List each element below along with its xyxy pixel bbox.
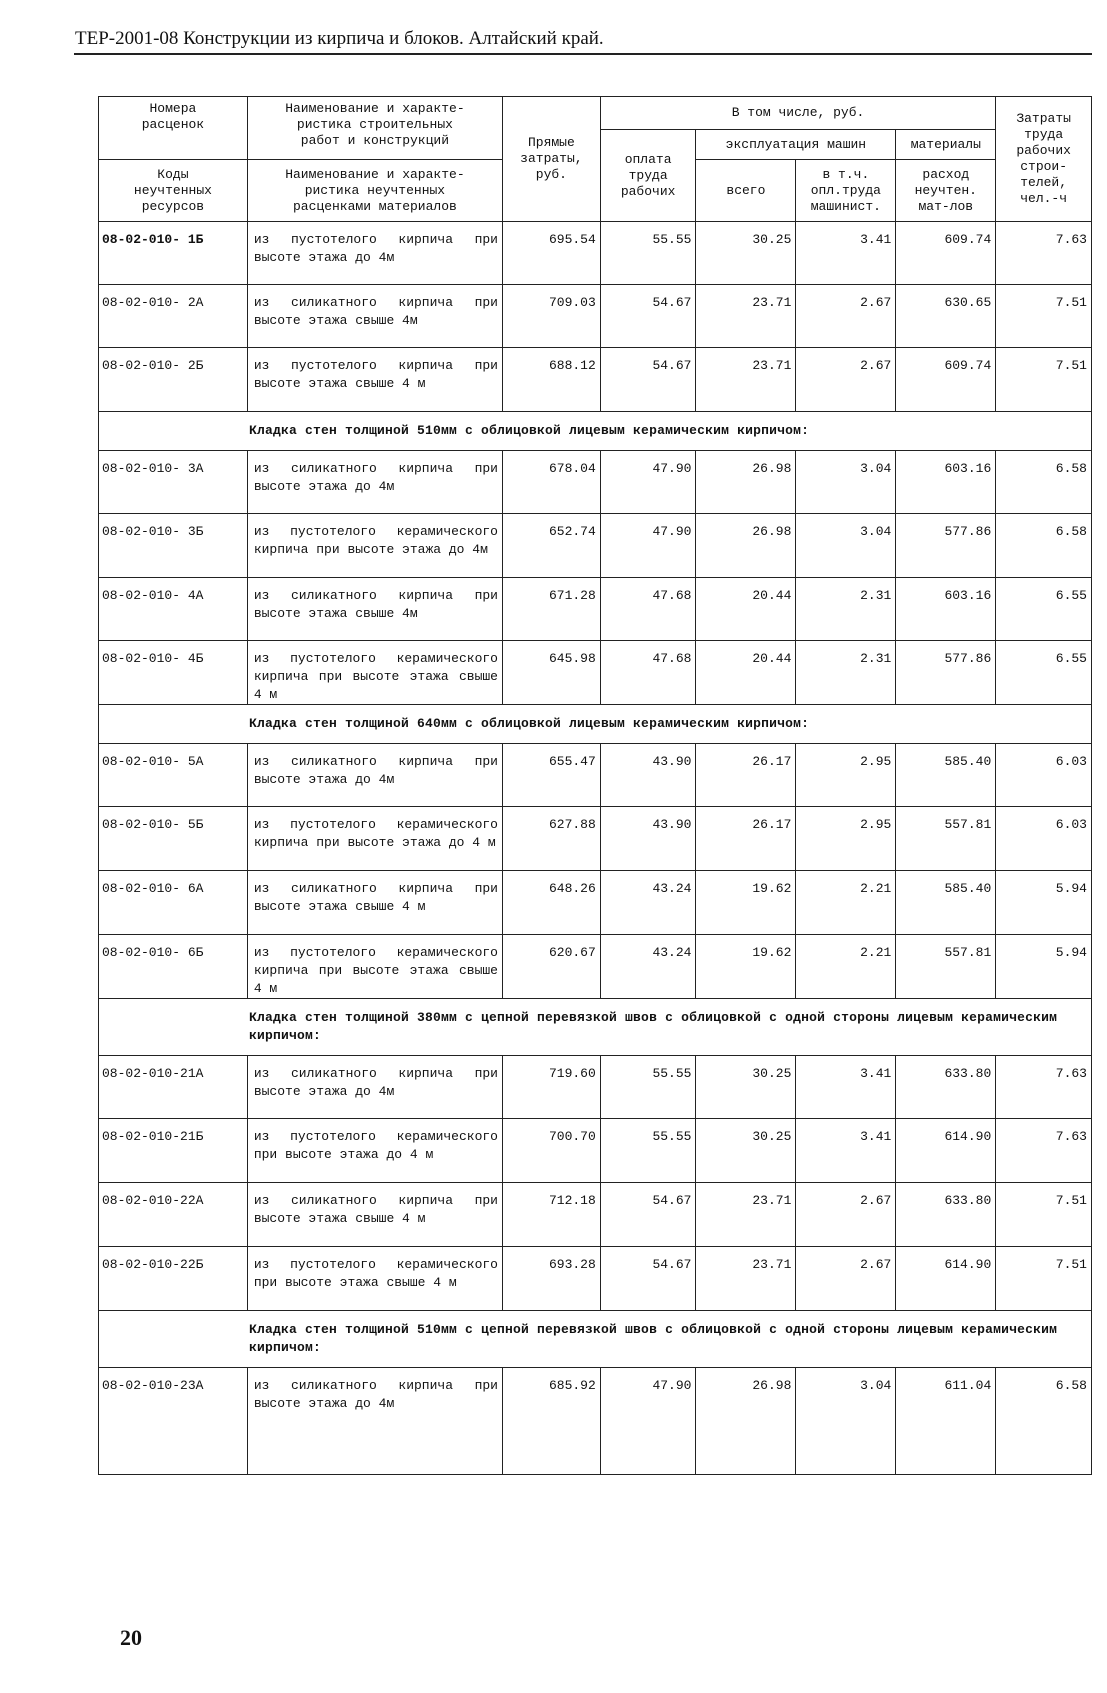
- direct-cost: 712.18: [502, 1183, 600, 1247]
- section-row: [99, 999, 1092, 1056]
- machinist-pay: 3.04: [796, 451, 896, 514]
- rate-code: 08-02-010-21А: [99, 1056, 248, 1119]
- labor-pay: 55.55: [600, 222, 696, 285]
- header-material-consumption: расход неучтен. мат-лов: [896, 160, 996, 222]
- machine-total: 23.71: [696, 285, 796, 348]
- header-rate-numbers: Номера расценок: [99, 97, 248, 160]
- labor-hours: 6.58: [996, 514, 1092, 578]
- materials-cost: 633.80: [896, 1056, 996, 1119]
- machinist-pay: 3.41: [796, 222, 896, 285]
- machine-total: 19.62: [696, 935, 796, 999]
- rate-code: 08-02-010- 2Б: [99, 348, 248, 412]
- direct-cost: 648.26: [502, 871, 600, 935]
- table-row: [99, 578, 1092, 641]
- section-title: Кладка стен толщиной 510мм с облицовкой лицевым керамическим кирпичом:: [99, 412, 1092, 451]
- rate-code: 08-02-010-23А: [99, 1368, 248, 1475]
- rate-code: 08-02-010- 3Б: [99, 514, 248, 578]
- work-description: из силикатного кирпича при высоте этажа свыше 4 м: [247, 1183, 502, 1247]
- table-row: [99, 744, 1092, 807]
- work-description: из пустотелого керамического кирпича при высоте этажа до 4м: [247, 514, 502, 578]
- table-row: [99, 222, 1092, 285]
- work-description: из пустотелого керамического при высоте этажа свыше 4 м: [247, 1247, 502, 1311]
- labor-hours: 5.94: [996, 871, 1092, 935]
- machinist-pay: 2.95: [796, 744, 896, 807]
- labor-pay: 54.67: [600, 348, 696, 412]
- machinist-pay: 3.04: [796, 1368, 896, 1475]
- machinist-pay: 2.67: [796, 1183, 896, 1247]
- labor-hours: 7.51: [996, 1183, 1092, 1247]
- section-row: [99, 412, 1092, 451]
- labor-hours: 6.58: [996, 451, 1092, 514]
- machinist-pay: 3.41: [796, 1119, 896, 1183]
- machinist-pay: 2.31: [796, 641, 896, 705]
- rate-code: 08-02-010- 3А: [99, 451, 248, 514]
- labor-pay: 55.55: [600, 1056, 696, 1119]
- section-title: Кладка стен толщиной 640мм с облицовкой лицевым керамическим кирпичом:: [99, 705, 1092, 744]
- labor-pay: 47.90: [600, 514, 696, 578]
- header-material-name: Наименование и характе- ристика неучтенных расценками материалов: [247, 160, 502, 222]
- machine-total: 19.62: [696, 871, 796, 935]
- labor-pay: 43.90: [600, 807, 696, 871]
- section-row: [99, 1311, 1092, 1368]
- rate-code: 08-02-010- 5Б: [99, 807, 248, 871]
- rate-code: 08-02-010- 1Б: [99, 222, 248, 285]
- labor-pay: 47.90: [600, 1368, 696, 1475]
- machine-total: 30.25: [696, 1056, 796, 1119]
- labor-pay: 43.90: [600, 744, 696, 807]
- labor-hours: 7.51: [996, 1247, 1092, 1311]
- machinist-pay: 2.21: [796, 871, 896, 935]
- labor-pay: 47.68: [600, 641, 696, 705]
- table-row: [99, 1368, 1092, 1475]
- header-machinist-pay: в т.ч. опл.труда машинист.: [796, 160, 896, 222]
- header-resource-codes: Коды неучтенных ресурсов: [99, 160, 248, 222]
- machine-total: 26.17: [696, 744, 796, 807]
- direct-cost: 700.70: [502, 1119, 600, 1183]
- machine-total: 30.25: [696, 222, 796, 285]
- machine-total: 26.98: [696, 451, 796, 514]
- direct-cost: 719.60: [502, 1056, 600, 1119]
- machinist-pay: 3.41: [796, 1056, 896, 1119]
- labor-hours: 6.03: [996, 744, 1092, 807]
- header-including: В том числе, руб.: [600, 97, 995, 130]
- machine-total: 23.71: [696, 348, 796, 412]
- direct-cost: 645.98: [502, 641, 600, 705]
- labor-hours: 6.55: [996, 578, 1092, 641]
- labor-pay: 54.67: [600, 1183, 696, 1247]
- header-work-name: Наименование и характе- ристика строительных работ и конструкций: [247, 97, 502, 160]
- page-number: 20: [120, 1625, 142, 1650]
- materials-cost: 609.74: [896, 348, 996, 412]
- section-title: Кладка стен толщиной 510мм с цепной перевязкой швов с облицовкой с одной стороны лицевым керамическим кирпичом:: [99, 1311, 1092, 1368]
- table-row: [99, 1056, 1092, 1119]
- rate-code: 08-02-010- 5А: [99, 744, 248, 807]
- materials-cost: 614.90: [896, 1119, 996, 1183]
- rate-code: 08-02-010-22А: [99, 1183, 248, 1247]
- labor-pay: 43.24: [600, 935, 696, 999]
- section-title: Кладка стен толщиной 380мм с цепной перевязкой швов с облицовкой с одной стороны лицевым керамическим кирпичом:: [99, 999, 1092, 1056]
- materials-cost: 585.40: [896, 871, 996, 935]
- direct-cost: 671.28: [502, 578, 600, 641]
- labor-hours: 6.03: [996, 807, 1092, 871]
- header-machine-total: всего: [696, 160, 796, 222]
- labor-hours: 7.63: [996, 1056, 1092, 1119]
- work-description: из силикатного кирпича при высоте этажа до 4м: [247, 1056, 502, 1119]
- table-row: [99, 1247, 1092, 1311]
- table-row: [99, 451, 1092, 514]
- work-description: из силикатного кирпича при высоте этажа до 4м: [247, 451, 502, 514]
- labor-pay: 54.67: [600, 285, 696, 348]
- materials-cost: 577.86: [896, 514, 996, 578]
- machinist-pay: 2.67: [796, 285, 896, 348]
- rate-code: 08-02-010-22Б: [99, 1247, 248, 1311]
- work-description: из силикатного кирпича при высоте этажа до 4м: [247, 1368, 502, 1475]
- labor-pay: 47.90: [600, 451, 696, 514]
- materials-cost: 614.90: [896, 1247, 996, 1311]
- direct-cost: 709.03: [502, 285, 600, 348]
- labor-pay: 54.67: [600, 1247, 696, 1311]
- labor-hours: 7.51: [996, 285, 1092, 348]
- page-header-title: ТЕР-2001-08 Конструкции из кирпича и блоков. Алтайский край.: [75, 28, 604, 49]
- machine-total: 20.44: [696, 578, 796, 641]
- direct-cost: 620.67: [502, 935, 600, 999]
- table-row: [99, 871, 1092, 935]
- machinist-pay: 2.95: [796, 807, 896, 871]
- rate-code: 08-02-010- 6Б: [99, 935, 248, 999]
- rate-code: 08-02-010- 4А: [99, 578, 248, 641]
- machine-total: 26.98: [696, 1368, 796, 1475]
- materials-cost: 585.40: [896, 744, 996, 807]
- work-description: из пустотелого керамического кирпича при высоте этажа свыше 4 м: [247, 641, 502, 705]
- direct-cost: 688.12: [502, 348, 600, 412]
- table-row: [99, 807, 1092, 871]
- machine-total: 26.17: [696, 807, 796, 871]
- machinist-pay: 3.04: [796, 514, 896, 578]
- work-description: из пустотелого кирпича при высоте этажа свыше 4 м: [247, 348, 502, 412]
- materials-cost: 603.16: [896, 451, 996, 514]
- direct-cost: 627.88: [502, 807, 600, 871]
- rate-code: 08-02-010-21Б: [99, 1119, 248, 1183]
- rate-code: 08-02-010- 4Б: [99, 641, 248, 705]
- header-rule: [74, 53, 1092, 55]
- labor-hours: 6.55: [996, 641, 1092, 705]
- work-description: из силикатного кирпича при высоте этажа свыше 4м: [247, 285, 502, 348]
- machine-total: 30.25: [696, 1119, 796, 1183]
- machinist-pay: 2.21: [796, 935, 896, 999]
- machinist-pay: 2.67: [796, 348, 896, 412]
- labor-hours: 7.51: [996, 348, 1092, 412]
- work-description: из силикатного кирпича при высоте этажа до 4м: [247, 744, 502, 807]
- header-labor-pay: оплата труда рабочих: [600, 130, 696, 222]
- labor-pay: 55.55: [600, 1119, 696, 1183]
- work-description: из силикатного кирпича при высоте этажа свыше 4 м: [247, 871, 502, 935]
- machine-total: 23.71: [696, 1247, 796, 1311]
- direct-cost: 678.04: [502, 451, 600, 514]
- table-row: [99, 641, 1092, 705]
- work-description: из силикатного кирпича при высоте этажа свыше 4м: [247, 578, 502, 641]
- table-row: [99, 1183, 1092, 1247]
- table-row: [99, 1119, 1092, 1183]
- rate-code: 08-02-010- 6А: [99, 871, 248, 935]
- direct-cost: 652.74: [502, 514, 600, 578]
- materials-cost: 633.80: [896, 1183, 996, 1247]
- section-row: [99, 705, 1092, 744]
- materials-cost: 557.81: [896, 807, 996, 871]
- rate-code: 08-02-010- 2А: [99, 285, 248, 348]
- machinist-pay: 2.67: [796, 1247, 896, 1311]
- work-description: из пустотелого керамического кирпича при высоте этажа до 4 м: [247, 807, 502, 871]
- header-materials: материалы: [896, 130, 996, 160]
- table-row: [99, 285, 1092, 348]
- table-header: [99, 97, 1092, 222]
- table-row: [99, 935, 1092, 999]
- table-body: [99, 222, 1092, 1475]
- table-row: [99, 514, 1092, 578]
- materials-cost: 611.04: [896, 1368, 996, 1475]
- labor-hours: 7.63: [996, 1119, 1092, 1183]
- work-description: из пустотелого керамического при высоте этажа до 4 м: [247, 1119, 502, 1183]
- labor-pay: 43.24: [600, 871, 696, 935]
- materials-cost: 603.16: [896, 578, 996, 641]
- direct-cost: 695.54: [502, 222, 600, 285]
- machine-total: 23.71: [696, 1183, 796, 1247]
- machine-total: 26.98: [696, 514, 796, 578]
- direct-cost: 655.47: [502, 744, 600, 807]
- rates-table: [98, 96, 1092, 1475]
- table-row: [99, 348, 1092, 412]
- materials-cost: 577.86: [896, 641, 996, 705]
- header-machine-operation: эксплуатация машин: [696, 130, 896, 160]
- labor-hours: 5.94: [996, 935, 1092, 999]
- machine-total: 20.44: [696, 641, 796, 705]
- materials-cost: 557.81: [896, 935, 996, 999]
- labor-hours: 6.58: [996, 1368, 1092, 1475]
- materials-cost: 630.65: [896, 285, 996, 348]
- materials-cost: 609.74: [896, 222, 996, 285]
- work-description: из пустотелого кирпича при высоте этажа до 4м: [247, 222, 502, 285]
- direct-cost: 685.92: [502, 1368, 600, 1475]
- machinist-pay: 2.31: [796, 578, 896, 641]
- labor-pay: 47.68: [600, 578, 696, 641]
- header-labor-costs: Затраты труда рабочих строи- телей, чел.-ч: [996, 97, 1092, 222]
- direct-cost: 693.28: [502, 1247, 600, 1311]
- work-description: из пустотелого керамического кирпича при высоте этажа свыше 4 м: [247, 935, 502, 999]
- header-direct-costs: Прямые затраты, руб.: [502, 97, 600, 222]
- labor-hours: 7.63: [996, 222, 1092, 285]
